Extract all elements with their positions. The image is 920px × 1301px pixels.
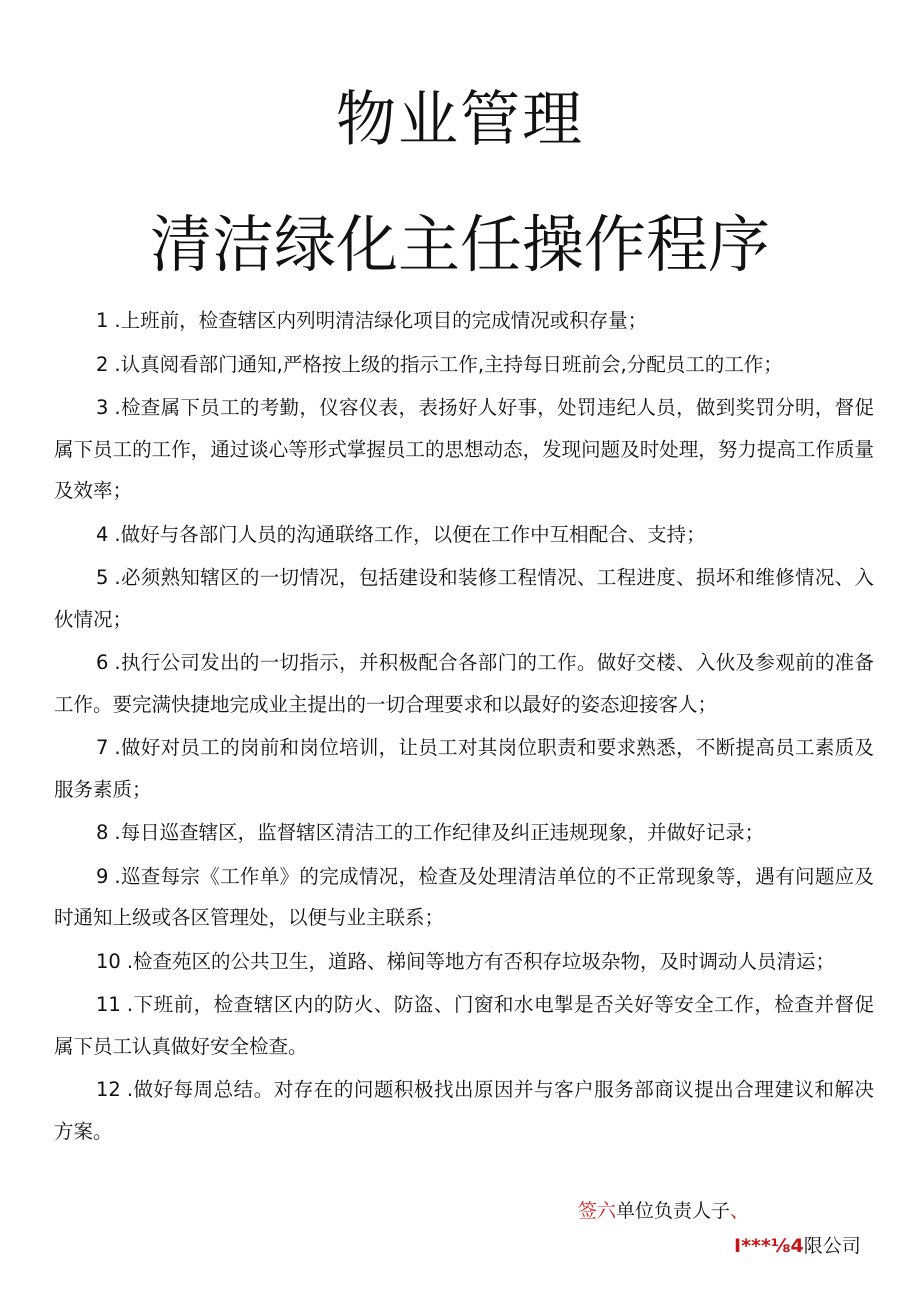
item-number: 4 [96,522,109,546]
procedure-item-2 [54,344,874,386]
signature-suffix: 、 [730,1200,750,1222]
item-number: 5 [96,566,109,589]
item-text: .检查苑区的公共卫生，道路、梯间等地方有否积存垃圾杂物，及时调动人员清运； [126,949,836,973]
item-number: 7 [96,736,109,759]
document-title-line2: 清洁绿化主任操作程序 [149,208,770,281]
item-text: .认真阅看部门通知,严格按上级的指示工作,主持每日班前会,分配员工的工作； [114,352,783,376]
item-number: 3 [96,396,109,419]
item-text: .做好与各部门人员的沟通联络工作，以便在工作中互相配合、支持； [114,522,706,546]
item-number: 6 [96,651,109,674]
procedure-item-9 [54,856,874,939]
item-number: 8 [96,821,109,844]
item-number: 2 [96,352,109,376]
procedure-item-6 [54,642,874,725]
company-line [734,1233,861,1259]
procedure-item-3 [54,387,874,512]
procedure-item-12 [54,1069,874,1152]
procedure-item-10 [54,941,874,983]
item-text: .每日巡查辖区，监督辖区清洁工的工作纪律及纠正违规现象，并做好记录； [114,821,765,844]
signature-line [578,1198,749,1224]
item-text: .下班前，检查辖区内的防火、防盗、门窗和水电掣是否关好等安全工作，检查并督促属下员工认真做好安全检查。 [54,993,874,1058]
procedure-item-4 [54,514,874,556]
item-text: .必须熟知辖区的一切情况，包括建设和装修工程情况、工程进度、损坏和维修情况、入伙情况； [54,566,874,631]
item-text: .执行公司发出的一切指示，并积极配合各部门的工作。做好交楼、入伙及参观前的准备工作。要完满快捷地完成业主提出的一切合理要求和以最好的姿态迎接客人； [54,651,874,716]
item-text: .做好每周总结。对存在的问题积极找出原因并与客户服务部商议提出合理建议和解决方案。 [54,1078,874,1143]
item-text: .上班前，检查辖区内列明清洁绿化项目的完成情况或积存量； [114,309,648,332]
procedure-item-7 [54,727,874,810]
signature-label: 单位负责人子 [616,1200,731,1222]
item-number: 11 [96,993,121,1016]
document-title-line1: 物业管理 [336,85,584,155]
signature-prefix: 签六 [578,1200,617,1222]
item-text: .巡查每宗《工作单》的完成情况，检查及处理清洁单位的不正常现象等，遇有问题应及时通知上级或各区管理处，以便与业主联系； [54,864,874,929]
item-number: 12 [96,1078,121,1101]
procedure-item-5 [54,557,874,640]
procedure-item-11 [54,984,874,1067]
item-number: 9 [96,864,109,888]
company-code: I***⅛4 [734,1235,804,1257]
item-number: 1 [96,309,109,332]
procedure-item-8 [54,812,874,854]
procedure-item-1 [54,300,874,342]
company-suffix: 限公司 [803,1235,861,1257]
item-number: 10 [96,949,121,973]
procedure-list [54,300,874,1154]
item-text: .检查属下员工的考勤，仪容仪表，表扬好人好事，处罚违纪人员，做到奖罚分明，督促属下员工的工作，通过谈心等形式掌握员工的思想动态，发现问题及时处理，努力提高工作质量及效率； [54,396,874,502]
item-text: .做好对员工的岗前和岗位培训，让员工对其岗位职责和要求熟悉，不断提高员工素质及服务素质； [54,736,874,801]
